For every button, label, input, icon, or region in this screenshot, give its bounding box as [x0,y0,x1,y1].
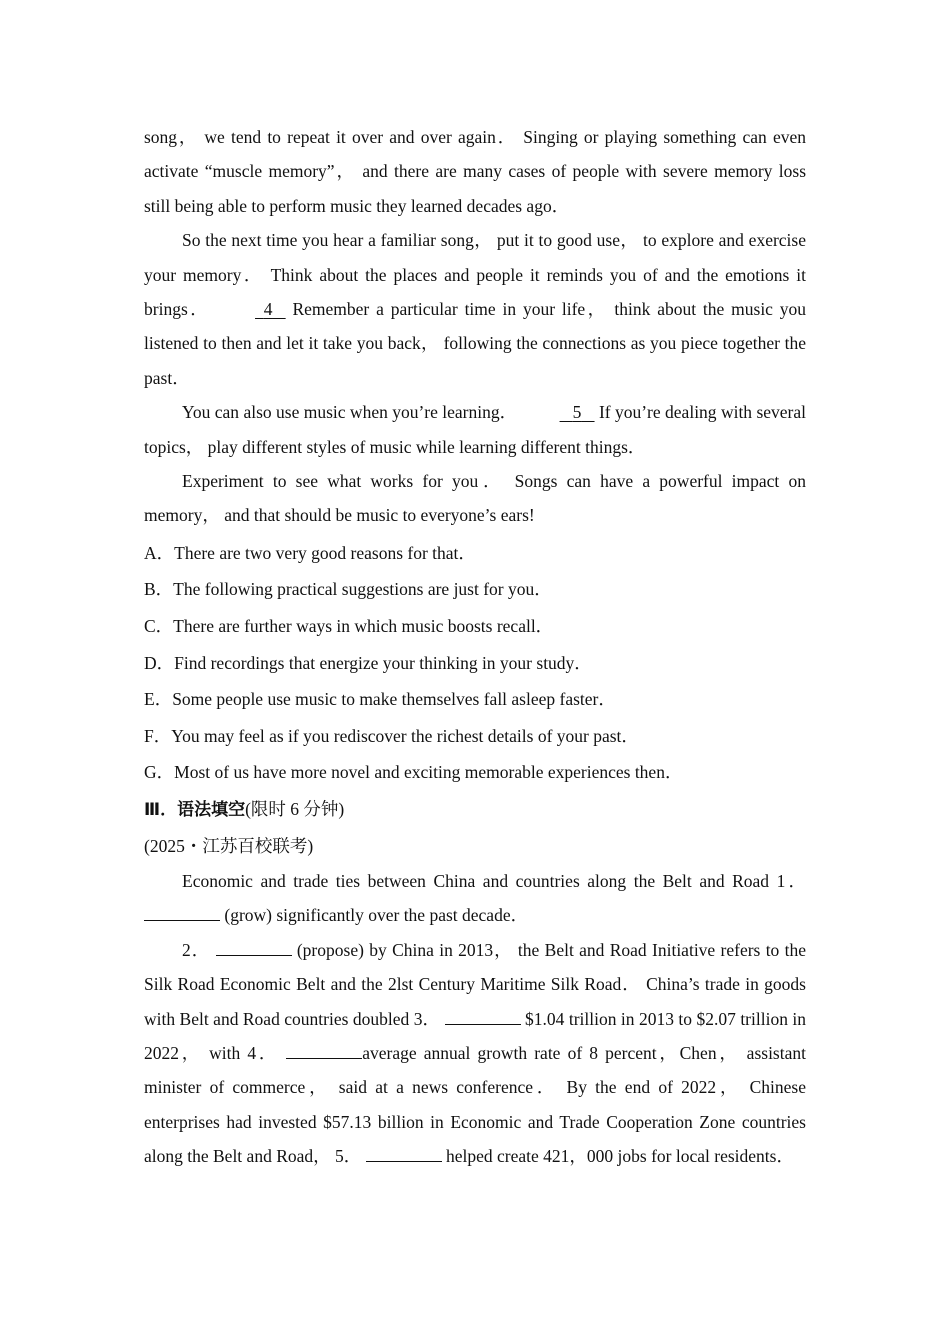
question-number-4: 4． [247,1043,280,1064]
option-d: D．Find recordings that energize your thinking in your study． [144,652,592,673]
paragraph-text: $1.04 trillion in 2013 to $2.07 trillion in 2022， with [144,1008,807,1064]
paragraph-4 [144,464,806,533]
option-e: E．Some people use music to make themselves fall asleep faster． [144,689,616,710]
fill-blank-4[interactable] [286,1044,362,1059]
section-title: Ⅲ．语法填空 [144,800,246,821]
page-content [144,120,806,1174]
blank-number: 5 [572,402,582,423]
question-number-1: 1． [776,871,807,892]
paragraph-text: Economic and trade ties between China and countries along the Belt and Road [182,871,770,892]
fill-blank-3[interactable] [445,1010,521,1025]
paragraph-3 [144,395,806,464]
paragraph-2 [144,223,806,395]
fill-blank-2[interactable] [216,941,292,956]
option-g: G．Most of us have more novel and exciting memorable experiences then． [144,762,683,783]
paragraph-text: song， we tend to repeat it over and over again． Singing or playing something can even activate “muscle memory”， and there are many cases of people with severe memory loss still being able to perform music they learned decades ago． [144,127,806,216]
answer-blank-5[interactable] [522,395,595,429]
option-a: A．There are two very good reasons for that． [144,542,476,563]
paragraph-text: Experiment to see what works for you． Songs can have a powerful impact on memory， and that should be music to everyone’s ears! [144,471,806,526]
question-number-3: 3． [413,1008,441,1029]
option-f: F．You may feel as if you rediscover the richest details of your past． [144,725,639,746]
paragraph-text: You can also use music when you’re learning． [182,402,518,423]
paragraph-text: (propose) by China in 2013， the Belt and Road Initiative refers to the Silk Road Economic Belt and the 2lst Century Maritime Silk Road． China’s trade in goods with Belt and Road countries doubled [144,939,807,1029]
paragraph-continued [144,120,806,223]
option-c: C．There are further ways in which music boosts recall． [144,616,554,637]
fill-blank-5[interactable] [366,1147,442,1162]
paragraph-text: So the next time you hear a familiar song， put it to good use， to explore and exercise your memory． Think about the places and people it reminds you of and the emotions it brings． [144,230,806,320]
source-note: (2025・江苏百校联考) [144,836,314,857]
grammar-paragraph-1 [144,864,806,933]
paragraph-text: average annual growth rate of 8 percent，Chen， assistant minister of commerce， said at a news conference． By the end of 2022， Chinese enterprises had invested $57.13 billion in Economic and Trade Cooperation Zone countries along the Belt and Road， [144,1043,806,1167]
paragraph-text: (grow) significantly over the past decade． [224,905,529,926]
fill-blank-1[interactable] [144,906,220,921]
question-number-2: 2． [182,939,211,960]
section-time-limit: (限时 6 分钟) [245,799,345,820]
question-number-5: 5． [335,1146,362,1167]
paragraph-text: Remember a particular time in your life， think about the music you listened to then and let it take you back， following the connections as you piece together the past． [144,299,807,388]
paragraph-text: helped create 421，000 jobs for local residents． [446,1146,794,1167]
option-b: B．The following practical suggestions are just for you． [144,579,552,600]
answer-blank-4[interactable] [217,292,286,326]
grammar-paragraph-2 [144,933,806,1174]
option-list [144,535,806,791]
section-heading [144,791,806,828]
blank-number: 4 [263,299,273,320]
paragraph-text: If you’re dealing with several topics， play different styles of music while learning different things． [144,402,806,457]
